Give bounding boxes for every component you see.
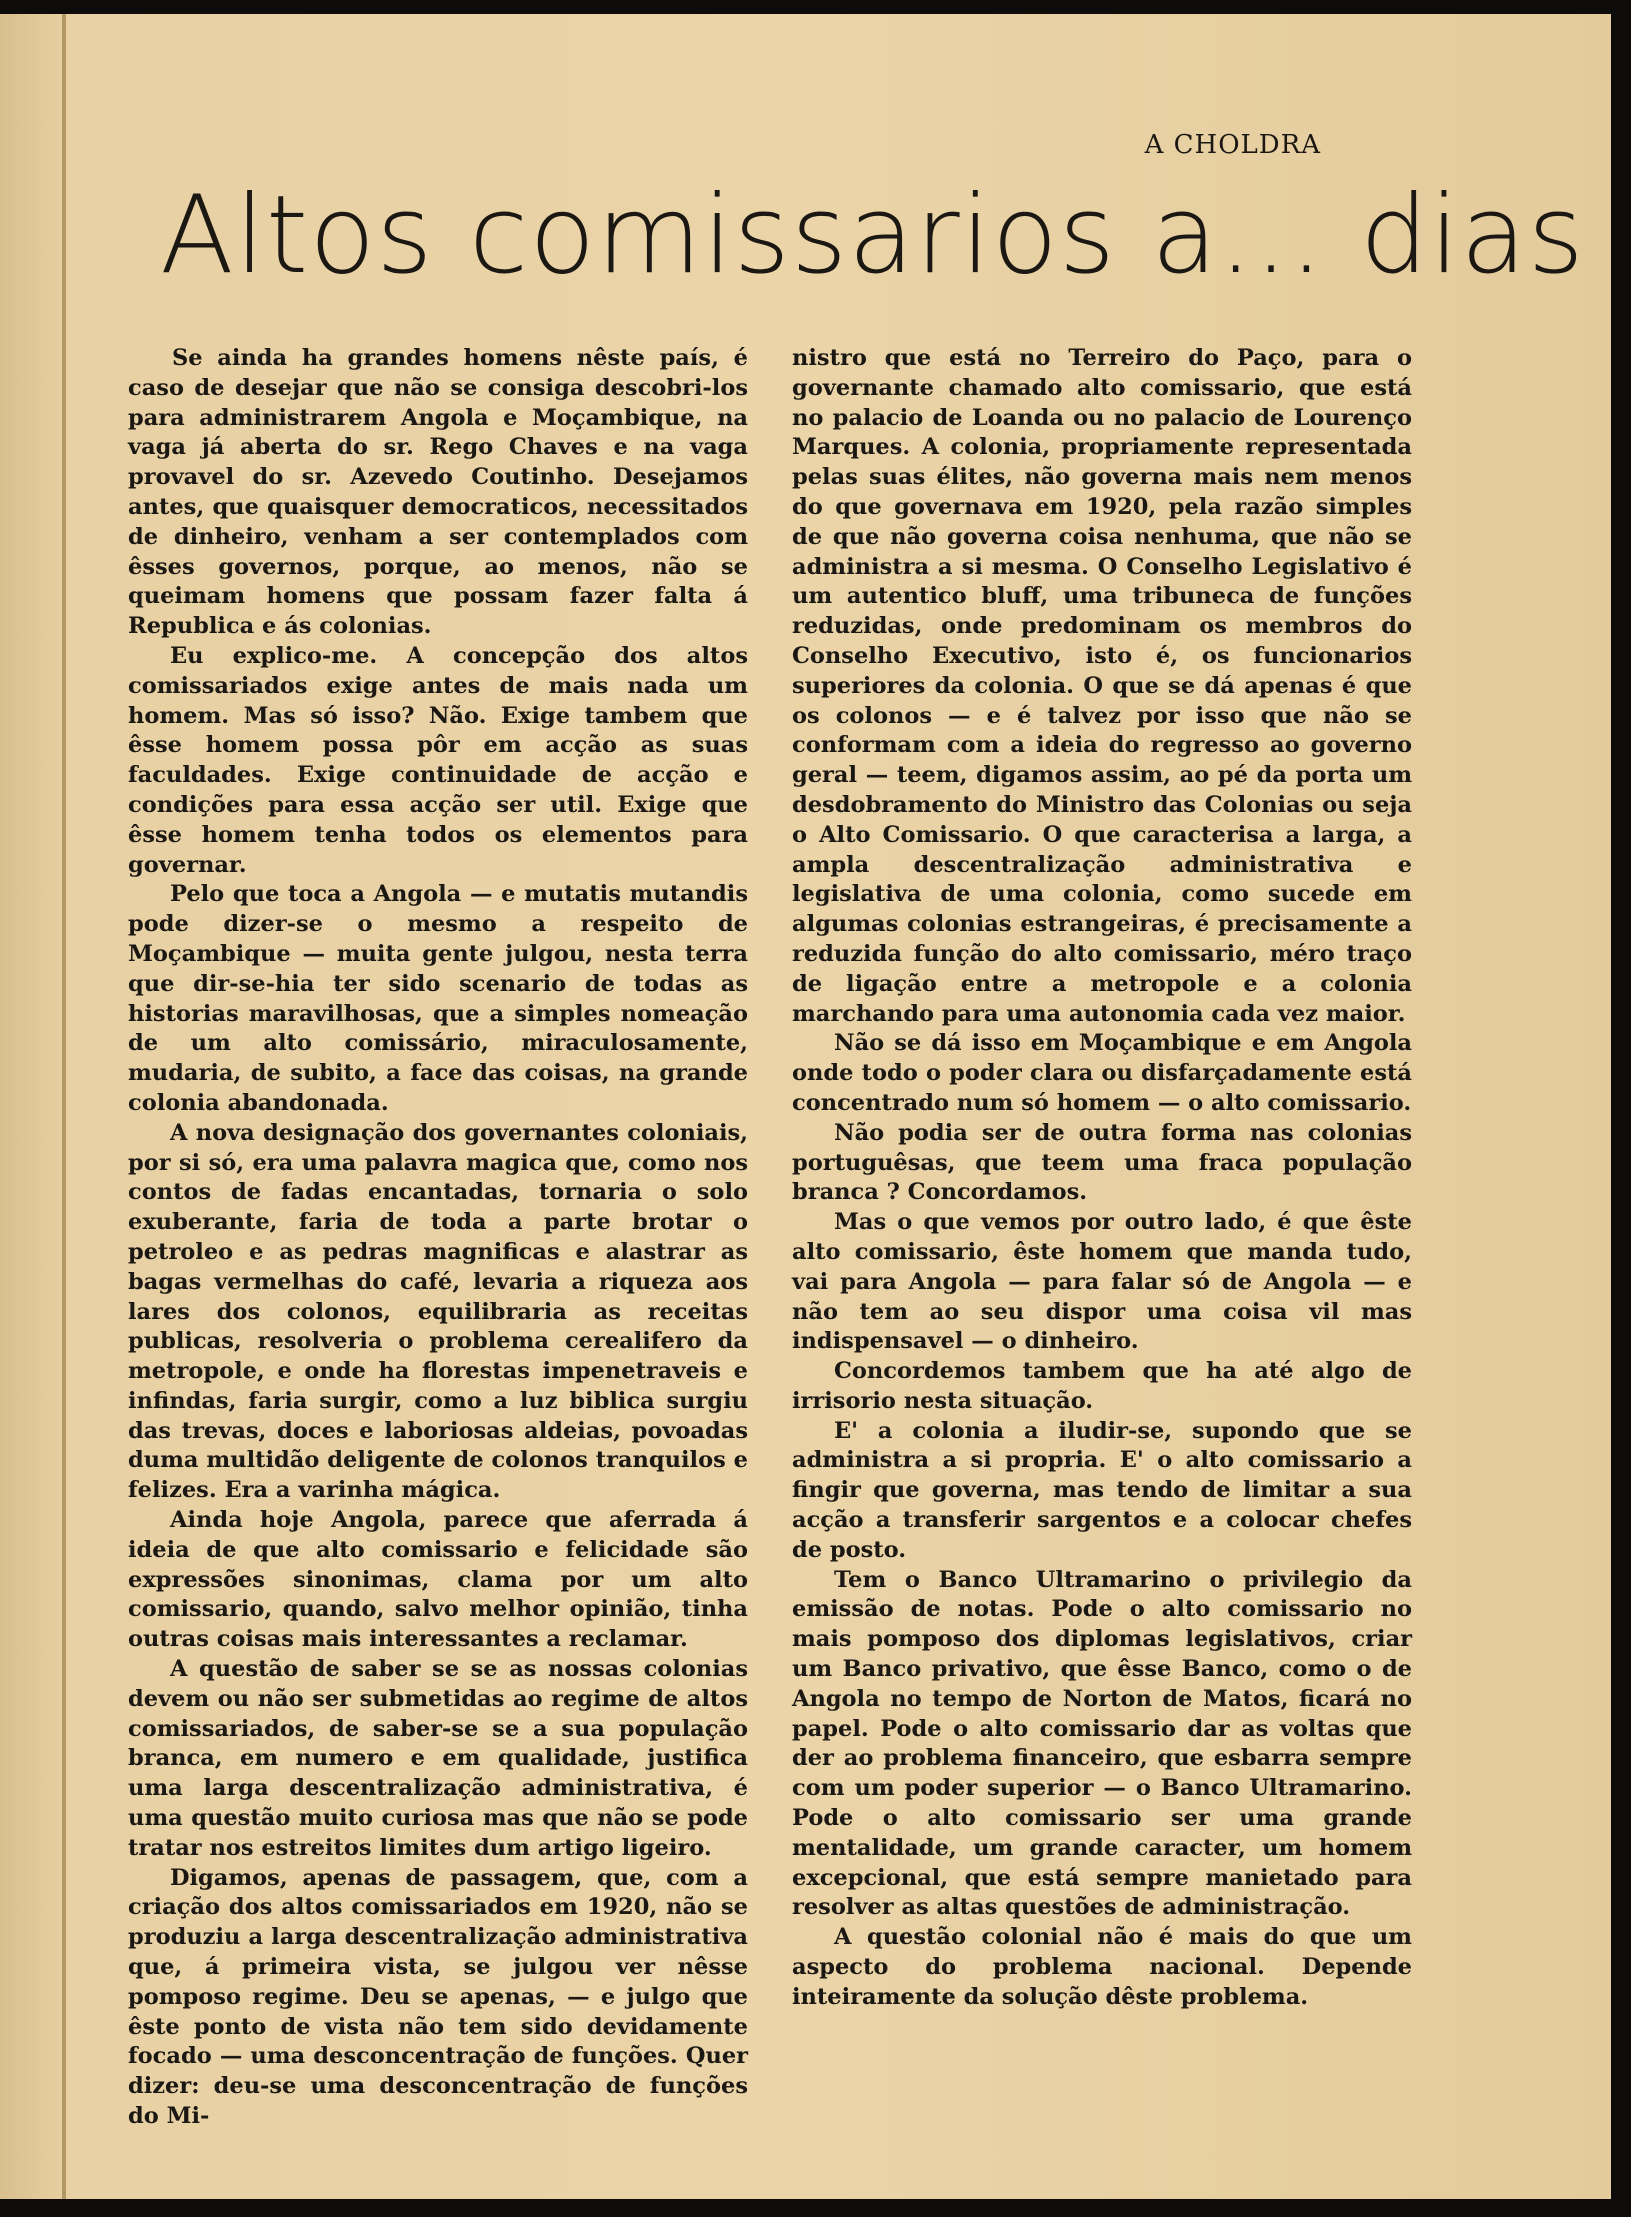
paragraph: A questão colonial não é mais do que um aspecto do problema nacional. Depende inteiramente da solução dêste problema. — [792, 1924, 1412, 2010]
left-column — [128, 344, 748, 2130]
paragraph: Ainda hoje Angola, parece que aferrada á ideia de que alto comissario e felicidade são expressões sinonimas, clama por um alto comissario, quando, salvo melhor opinião, tinha outras coisas mais interessantes a reclamar. — [128, 1507, 748, 1653]
paragraph: Digamos, apenas de passagem, que, com a criação dos altos comissariados em 1920, não se produziu a larga descentralização administrativa que, á primeira vista, se julgou ver nêsse pomposo regime. Deu se apenas, — e julgo que êste ponto de vista não tem sido devidamente focado — uma desconcentração de funções. Quer dizer: deu-se uma desconcentração de funções do Mi- — [128, 1864, 748, 2130]
paragraph: Eu explico-me. A concepção dos altos comissariados exige antes de mais nada um homem. Mas só isso? Não. Exige tambem que êsse homem possa pôr em acção as suas faculdades. Exige continuidade de acção e condições para essa acção ser util. Exige que êsse homem tenha todos os elementos para governar. — [128, 642, 748, 878]
paragraph: Se ainda ha grandes homens nêste país, é caso de desejar que não se consiga descobri-los para administrarem Angola e Moçambique, na vaga já aberta do sr. Rego Chaves e na vaga provavel do sr. Azevedo Coutinho. Desejamos antes, que quaisquer democraticos, necessitados de dinheiro, venham a ser contemplados com êsses governos, porque, ao menos, não se queimam homens que possam fazer falta á Republica e ás colonias. — [128, 345, 748, 640]
paragraph: Pelo que toca a Angola — e mutatis mutandis pode dizer-se o mesmo a respeito de Moçambique — muita gente julgou, nesta terra que dir-se-hia ter sido scenario de todas as historias maravilhosas, que a simples nomeação de um alto comissário, miraculosamente, mudaria, de subito, a face das coisas, na grande colonia abandonada. — [128, 881, 748, 1116]
running-head: A CHOLDRA — [1144, 130, 1321, 160]
paragraph: E' a colonia a iludir-se, supondo que se administra a si propria. E' o alto comissario a fingir que governa, mas tendo de limitar a sua acção a transferir sargentos e a colocar chefes de posto. — [792, 1417, 1412, 1563]
paragraph: Não se dá isso em Moçambique e em Angola onde todo o poder clara ou disfarçadamente está concentrado num só homem — o alto comissario. — [792, 1030, 1412, 1116]
paragraph: Não podia ser de outra forma nas colonias portuguêsas, que teem uma fraca população branca ? Concordamos. — [792, 1119, 1412, 1206]
paragraph: nistro que está no Terreiro do Paço, para o governante chamado alto comissario, que está no palacio de Loanda ou no palacio de Lourenço Marques. A colonia, propriamente representada pelas suas élites, não governa mais nem menos do que governava em 1920, pela razão simples de que não governa coisa nenhuma, que não se administra a si mesma. O Conselho Legislativo é um autentico bluff, uma tribuneca de funções reduzidas, onde predominam os membros do Conselho Executivo, isto é, os funcionarios superiores da colonia. O que se dá apenas é que os colonos — e é talvez por isso que não se conformam com a ideia do regresso ao governo geral — teem, digamos assim, ao pé da porta um desdobramento do Ministro das Colonias ou seja o Alto Comissario. O que caracterisa a larga, a ampla descentralização administrativa e legislativa de uma colonia, como sucede em algumas colonias estrangeiras, é precisamente a reduzida função do alto comissario, méro traço de ligação entre a metropole e a colonia marchando para uma autonomia cada vez maior. — [792, 345, 1412, 1027]
magazine-page — [0, 14, 1611, 2199]
paragraph: Mas o que vemos por outro lado, é que êste alto comissario, êste homem que manda tudo, vai para Angola — para falar só de Angola — e não tem ao seu dispor uma coisa vil mas indispensavel — o dinheiro. — [792, 1209, 1412, 1355]
page-spine — [62, 14, 66, 2199]
article-body — [128, 344, 1412, 2130]
paragraph: A nova designação dos governantes coloniais, por si só, era uma palavra magica que, como nos contos de fadas encantadas, tornaria o solo exuberante, faria de toda a parte brotar o petroleo e as pedras magnificas e alastrar as bagas vermelhas do café, levaria a riqueza aos lares dos colonos, equilibraria as receitas publicas, resolveria o problema cerealifero da metropole, e onde ha florestas impenetraveis e infindas, faria surgir, como a luz biblica surgiu das trevas, doces e laboriosas aldeias, povoadas duma multidão deligente de colonos tranquilos e felizes. Era a varinha mágica. — [128, 1119, 748, 1504]
paragraph: Tem o Banco Ultramarino o privilegio da emissão de notas. Pode o alto comissario no mais pomposo dos diplomas legislativos, criar um Banco privativo, que êsse Banco, como o de Angola no tempo de Norton de Matos, ficará no papel. Pode o alto comissario dar as voltas que der ao problema financeiro, que esbarra sempre com um poder superior — o Banco Ultramarino. Pode o alto comissario ser uma grande mentalidade, um grande caracter, um homem excepcional, que está sempre manietado para resolver as altas questões de administração. — [792, 1566, 1412, 1921]
paragraph: Concordemos tambem que ha até algo de irrisorio nesta situação. — [792, 1358, 1412, 1414]
article-title: Altos comissarios a... dias — [160, 173, 1585, 298]
paragraph: A questão de saber se se as nossas colonias devem ou não ser submetidas ao regime de altos comissariados, de saber-se se a sua população branca, em numero e em qualidade, justifica uma larga descentralização administrativa, é uma questão muito curiosa mas que não se pode tratar nos estreitos limites dum artigo ligeiro. — [128, 1656, 748, 1861]
right-column — [792, 344, 1412, 2054]
